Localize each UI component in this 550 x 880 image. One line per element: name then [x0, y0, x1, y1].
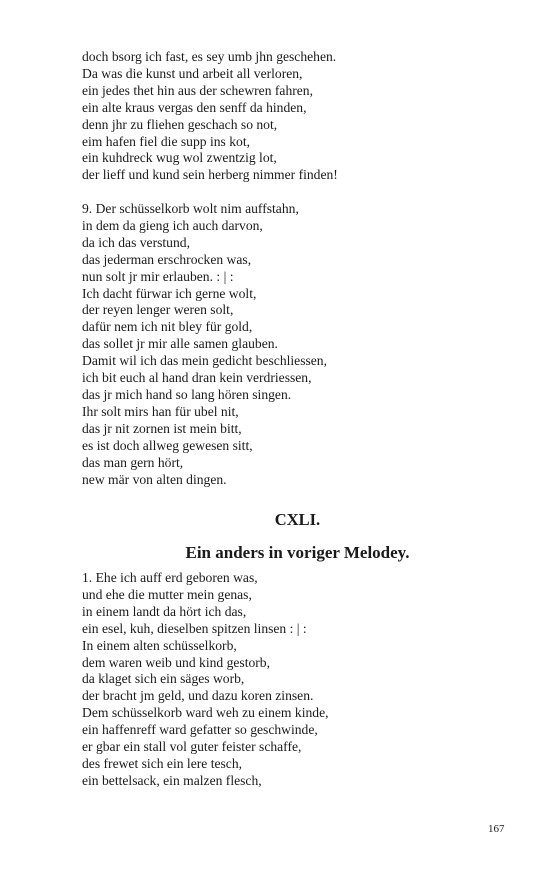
verse-line: der bracht jm geld, und dazu koren zinsen.	[82, 688, 314, 704]
verse-line: eim hafen fiel die supp ins kot,	[82, 133, 250, 149]
verse-line: ein esel, kuh, dieselben spitzen linsen : | :	[82, 620, 307, 636]
verse-line: dafür nem ich nit bley für gold,	[82, 319, 253, 335]
verse-line: in dem da gieng ich auch darvon,	[82, 217, 263, 233]
verse-line: ein haffenreff ward gefatter so geschwinde,	[82, 722, 318, 738]
stanza-continuation	[82, 49, 338, 184]
verse-line: Da was die kunst und arbeit all verloren,	[82, 65, 303, 81]
verse-line: 1. Ehe ich auff erd geboren was,	[82, 570, 258, 585]
verse-line: nun solt jr mir erlauben. : | :	[82, 268, 234, 284]
verse-line: doch bsorg ich fast, es sey umb jhn geschehen.	[82, 49, 337, 64]
verse-line: Damit wil ich das mein gedicht beschliessen,	[82, 353, 328, 369]
verse-line: das jr mich hand so lang hören singen.	[82, 386, 292, 402]
verse-line: das man gern hört,	[82, 454, 184, 470]
verse-line: des frewet sich ein lere tesch,	[82, 755, 243, 771]
verse-line: er gbar ein stall vol guter feister schaffe,	[82, 739, 302, 755]
verse-line: das jederman erschrocken was,	[82, 251, 252, 267]
verse-line: denn jhr zu fliehen geschach so not,	[82, 116, 278, 132]
verse-line: Dem schüsselkorb ward weh zu einem kinde,	[82, 705, 329, 721]
verse-line: das jr nit zornen ist mein bitt,	[82, 420, 242, 436]
stanza-1	[82, 570, 329, 790]
verse-line: der reyen lenger weren solt,	[82, 302, 234, 318]
section-number: CXLI.	[274, 510, 321, 529]
verse-line: es ist doch allweg gewesen sitt,	[82, 437, 253, 453]
verse-line: ein kuhdreck wug wol zwentzig lot,	[82, 150, 277, 166]
verse-line: ein alte kraus vergas den senff da hinden,	[82, 99, 307, 115]
verse-line: und ehe die mutter mein genas,	[82, 586, 252, 602]
verse-line: Ihr solt mirs han für ubel nit,	[82, 403, 239, 419]
verse-line: das sollet jr mir alle samen glauben.	[82, 336, 278, 352]
section-title: Ein anders in voriger Melodey.	[185, 543, 410, 562]
verse-line: new mär von alten dingen.	[82, 471, 227, 487]
verse-line: da ich das verstund,	[82, 234, 190, 250]
verse-line: ein bettelsack, ein malzen flesch,	[82, 772, 262, 788]
verse-line: der lieff und kund sein herberg nimmer finden!	[82, 167, 338, 183]
verse-line: da klaget sich ein säges worb,	[82, 671, 245, 687]
verse-line: 9. Der schüsselkorb wolt nim auffstahn,	[82, 201, 299, 216]
verse-line: ein jedes thet hin aus der schewren fahren,	[82, 82, 314, 98]
stanza-9	[82, 201, 327, 488]
verse-line: in einem landt da hört ich das,	[82, 603, 247, 619]
verse-line: Ich dacht fürwar ich gerne wolt,	[82, 285, 257, 301]
verse-line: ich bit euch al hand dran kein verdriessen,	[82, 370, 312, 386]
verse-line: In einem alten schüsselkorb,	[82, 637, 237, 653]
page-number: 167	[488, 823, 505, 835]
verse-line: dem waren weib und kind gestorb,	[82, 654, 271, 670]
